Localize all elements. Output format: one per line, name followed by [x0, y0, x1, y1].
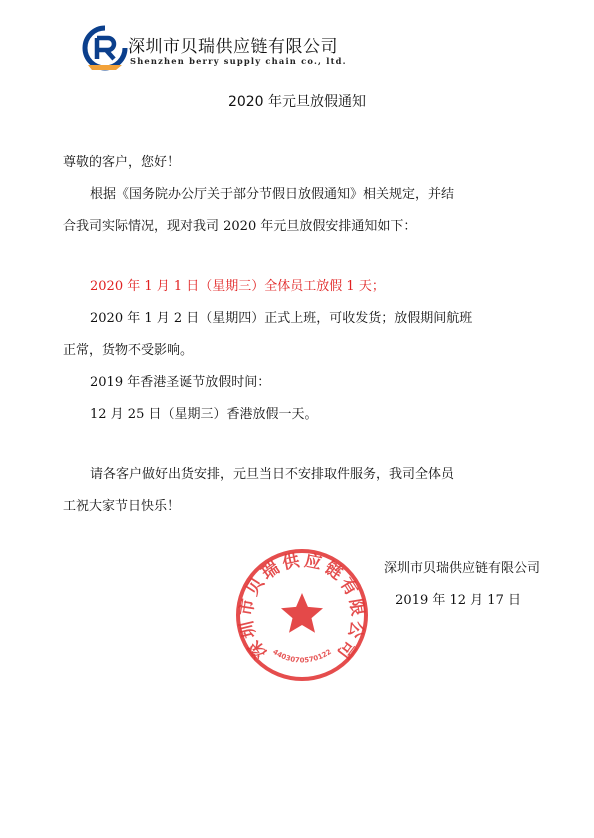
notice-title: 2020 年元旦放假通知 [227, 94, 367, 110]
svg-text:4403070570122: 4403070570122 [271, 647, 333, 665]
closing-line-1: 请各客户做好出货安排，元旦当日不安排取件服务，我司全体员 [90, 467, 455, 482]
berry-logo-icon [82, 25, 128, 71]
svg-text:深圳市贝瑞供应链有限公司: 深圳市贝瑞供应链有限公司 [236, 550, 368, 663]
intro-line-1: 根据《国务院办公厅关于部分节假日放假通知》相关规定，并结 [90, 187, 455, 202]
company-name-cn: 深圳市贝瑞供应链有限公司 [128, 37, 338, 57]
resume-line-1: 2020 年 1 月 2 日（星期四）正式上班，可收发货；放假期间航班 [90, 311, 473, 326]
hk-line: 12 月 25 日（星期三）香港放假一天。 [90, 407, 318, 422]
hk-heading: 2019 年香港圣诞节放假时间： [90, 375, 271, 390]
signature-date: 2019 年 12 月 17 日 [395, 593, 521, 608]
company-name-en: Shenzhen berry supply chain co., ltd. [130, 56, 347, 66]
closing-line-2: 工祝大家节日快乐！ [63, 499, 181, 514]
company-seal [234, 547, 370, 683]
company-logo [82, 22, 352, 72]
holiday-line: 2020 年 1 月 1 日（星期三）全体员工放假 1 天； [90, 279, 385, 294]
signature-company: 深圳市贝瑞供应链有限公司 [383, 561, 540, 576]
star-icon [281, 593, 323, 633]
resume-line-2: 正常，货物不受影响。 [63, 343, 194, 358]
greeting: 尊敬的客户，您好！ [63, 155, 181, 170]
intro-line-2: 合我司实际情况，现对我司 2020 年元旦放假安排通知如下： [63, 219, 417, 234]
